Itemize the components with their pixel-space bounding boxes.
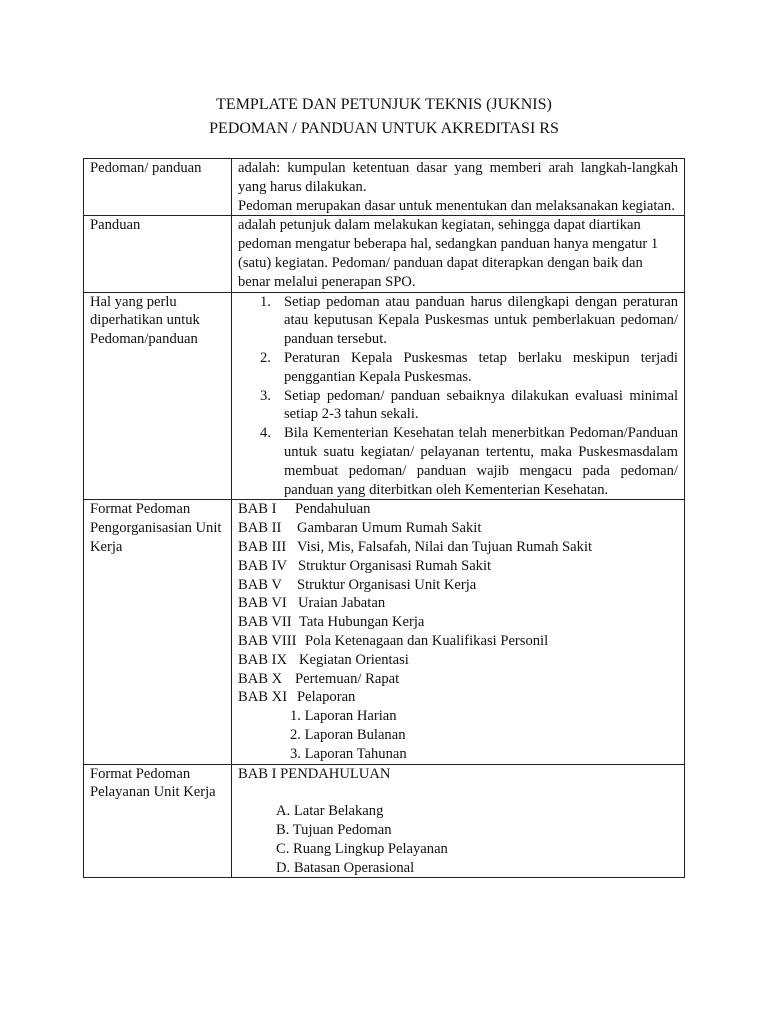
chapter-code: BAB II — [238, 520, 282, 537]
chapter-title: Kegiatan Orientasi — [299, 651, 409, 668]
row-label: Format Pedoman Pengorganisasian Unit Kerja — [84, 500, 232, 764]
table-row — [84, 764, 685, 878]
chapter-code: BAB I — [238, 501, 277, 518]
lettered-item: C. Ruang Lingkup Pelayanan — [276, 840, 448, 857]
chapter-code: BAB VIII — [238, 632, 297, 649]
table-row — [84, 159, 685, 216]
chapter-title: Gambaran Umum Rumah Sakit — [297, 520, 482, 537]
spacer — [238, 783, 678, 802]
list-number: 1. — [260, 293, 271, 310]
section-heading: BAB I PENDAHULUAN — [238, 765, 391, 782]
chapter-line — [238, 519, 678, 538]
sub-item: 1. Laporan Harian — [290, 708, 397, 725]
chapter-code: BAB IV — [238, 557, 288, 574]
list-text: Setiap pedoman/ panduan sebaiknya dilakukan evaluasi minimal setiap 2-3 tahun sekali. — [284, 387, 678, 423]
row-label: Format Pedoman Pelayanan Unit Kerja — [84, 764, 232, 878]
chapter-line — [238, 500, 678, 519]
chapter-line — [238, 651, 678, 670]
table-row — [84, 292, 685, 500]
juknis-table — [83, 158, 685, 878]
chapter-title: Pelaporan — [297, 689, 356, 706]
list-number: 2. — [260, 349, 271, 366]
list-text: Peraturan Kepala Puskesmas tetap berlaku meskipun terjadi penggantian Kepala Puskesmas. — [284, 349, 678, 385]
chapter-line — [238, 613, 678, 632]
paragraph: Pedoman merupakan dasar untuk menentukan dan melaksanakan kegiatan. — [238, 197, 675, 214]
chapter-code: BAB V — [238, 576, 282, 593]
list-text: Setiap pedoman atau panduan harus dilengkapi dengan peraturan atau keputusan Kepala Puskesmas untuk pemberlakuan pedoman/ panduan tersebut. — [284, 293, 678, 348]
document-title — [0, 93, 768, 141]
numbered-list — [238, 293, 678, 500]
row-content — [232, 500, 685, 764]
chapter-title: Pertemuan/ Rapat — [295, 670, 400, 687]
chapter-line — [238, 576, 678, 595]
chapter-line — [238, 670, 678, 689]
chapter-code: BAB X — [238, 670, 283, 687]
row-content — [232, 159, 685, 216]
chapter-line — [238, 688, 678, 707]
list-item — [238, 424, 678, 499]
chapter-title: Tata Hubungan Kerja — [299, 614, 425, 631]
lettered-item: A. Latar Belakang — [276, 803, 384, 820]
chapter-title: Uraian Jabatan — [298, 595, 386, 612]
chapter-code: BAB III — [238, 538, 287, 555]
chapter-code: BAB VI — [238, 595, 287, 612]
row-label: Pedoman/ panduan — [84, 159, 232, 216]
chapter-line — [238, 538, 678, 557]
table-row — [84, 216, 685, 292]
chapter-title: Struktur Organisasi Unit Kerja — [297, 576, 477, 593]
chapter-title: Pendahuluan — [295, 501, 371, 518]
list-text: Bila Kementerian Kesehatan telah menerbitkan Pedoman/Panduan untuk suatu kegiatan/ pelayanan tertentu, maka Puskesmasdalam membuat pedoman/ panduan wajib mengacu pada pedoman/ panduan yang diterbitkan oleh Kementerian Kesehatan. — [284, 425, 678, 498]
row-content — [232, 764, 685, 878]
row-label: Hal yang perlu diperhatikan untuk Pedoman/panduan — [84, 292, 232, 500]
title-line-2: PEDOMAN / PANDUAN UNTUK AKREDITASI RS — [209, 120, 559, 137]
chapter-code: BAB XI — [238, 689, 288, 706]
lettered-item: B. Tujuan Pedoman — [276, 822, 392, 839]
title-line-1: TEMPLATE DAN PETUNJUK TEKNIS (JUKNIS) — [216, 96, 552, 113]
list-number: 4. — [260, 425, 271, 442]
chapter-title: Pola Ketenagaan dan Kualifikasi Personil — [305, 632, 549, 649]
list-number: 3. — [260, 387, 271, 404]
row-content — [232, 216, 685, 292]
paragraph: adalah petunjuk dalam melakukan kegiatan, sehingga dapat diartikan pedoman mengatur beberapa hal, sedangkan panduan hanya mengatur 1 (satu) kegiatan. Pedoman/ panduan dapat diterapkan dengan baik dan benar melalui penerapan SPO. — [238, 217, 659, 290]
list-item — [238, 293, 678, 349]
lettered-item: D. Batasan Operasional — [276, 859, 415, 876]
row-label: Panduan — [84, 216, 232, 292]
list-item — [238, 387, 678, 425]
table-row — [84, 500, 685, 764]
chapter-code: BAB VII — [238, 614, 292, 631]
list-item — [238, 349, 678, 387]
chapter-code: BAB IX — [238, 651, 288, 668]
row-content — [232, 292, 685, 500]
sub-item: 3. Laporan Tahunan — [290, 745, 407, 762]
chapter-line — [238, 594, 678, 613]
chapter-title: Struktur Organisasi Rumah Sakit — [298, 557, 492, 574]
chapter-line — [238, 632, 678, 651]
chapter-title: Visi, Mis, Falsafah, Nilai dan Tujuan Rumah Sakit — [297, 538, 593, 555]
paragraph: adalah: kumpulan ketentuan dasar yang memberi arah langkah-langkah yang harus dilakukan. — [238, 160, 678, 195]
chapter-line — [238, 557, 678, 576]
sub-item: 2. Laporan Bulanan — [290, 726, 406, 743]
